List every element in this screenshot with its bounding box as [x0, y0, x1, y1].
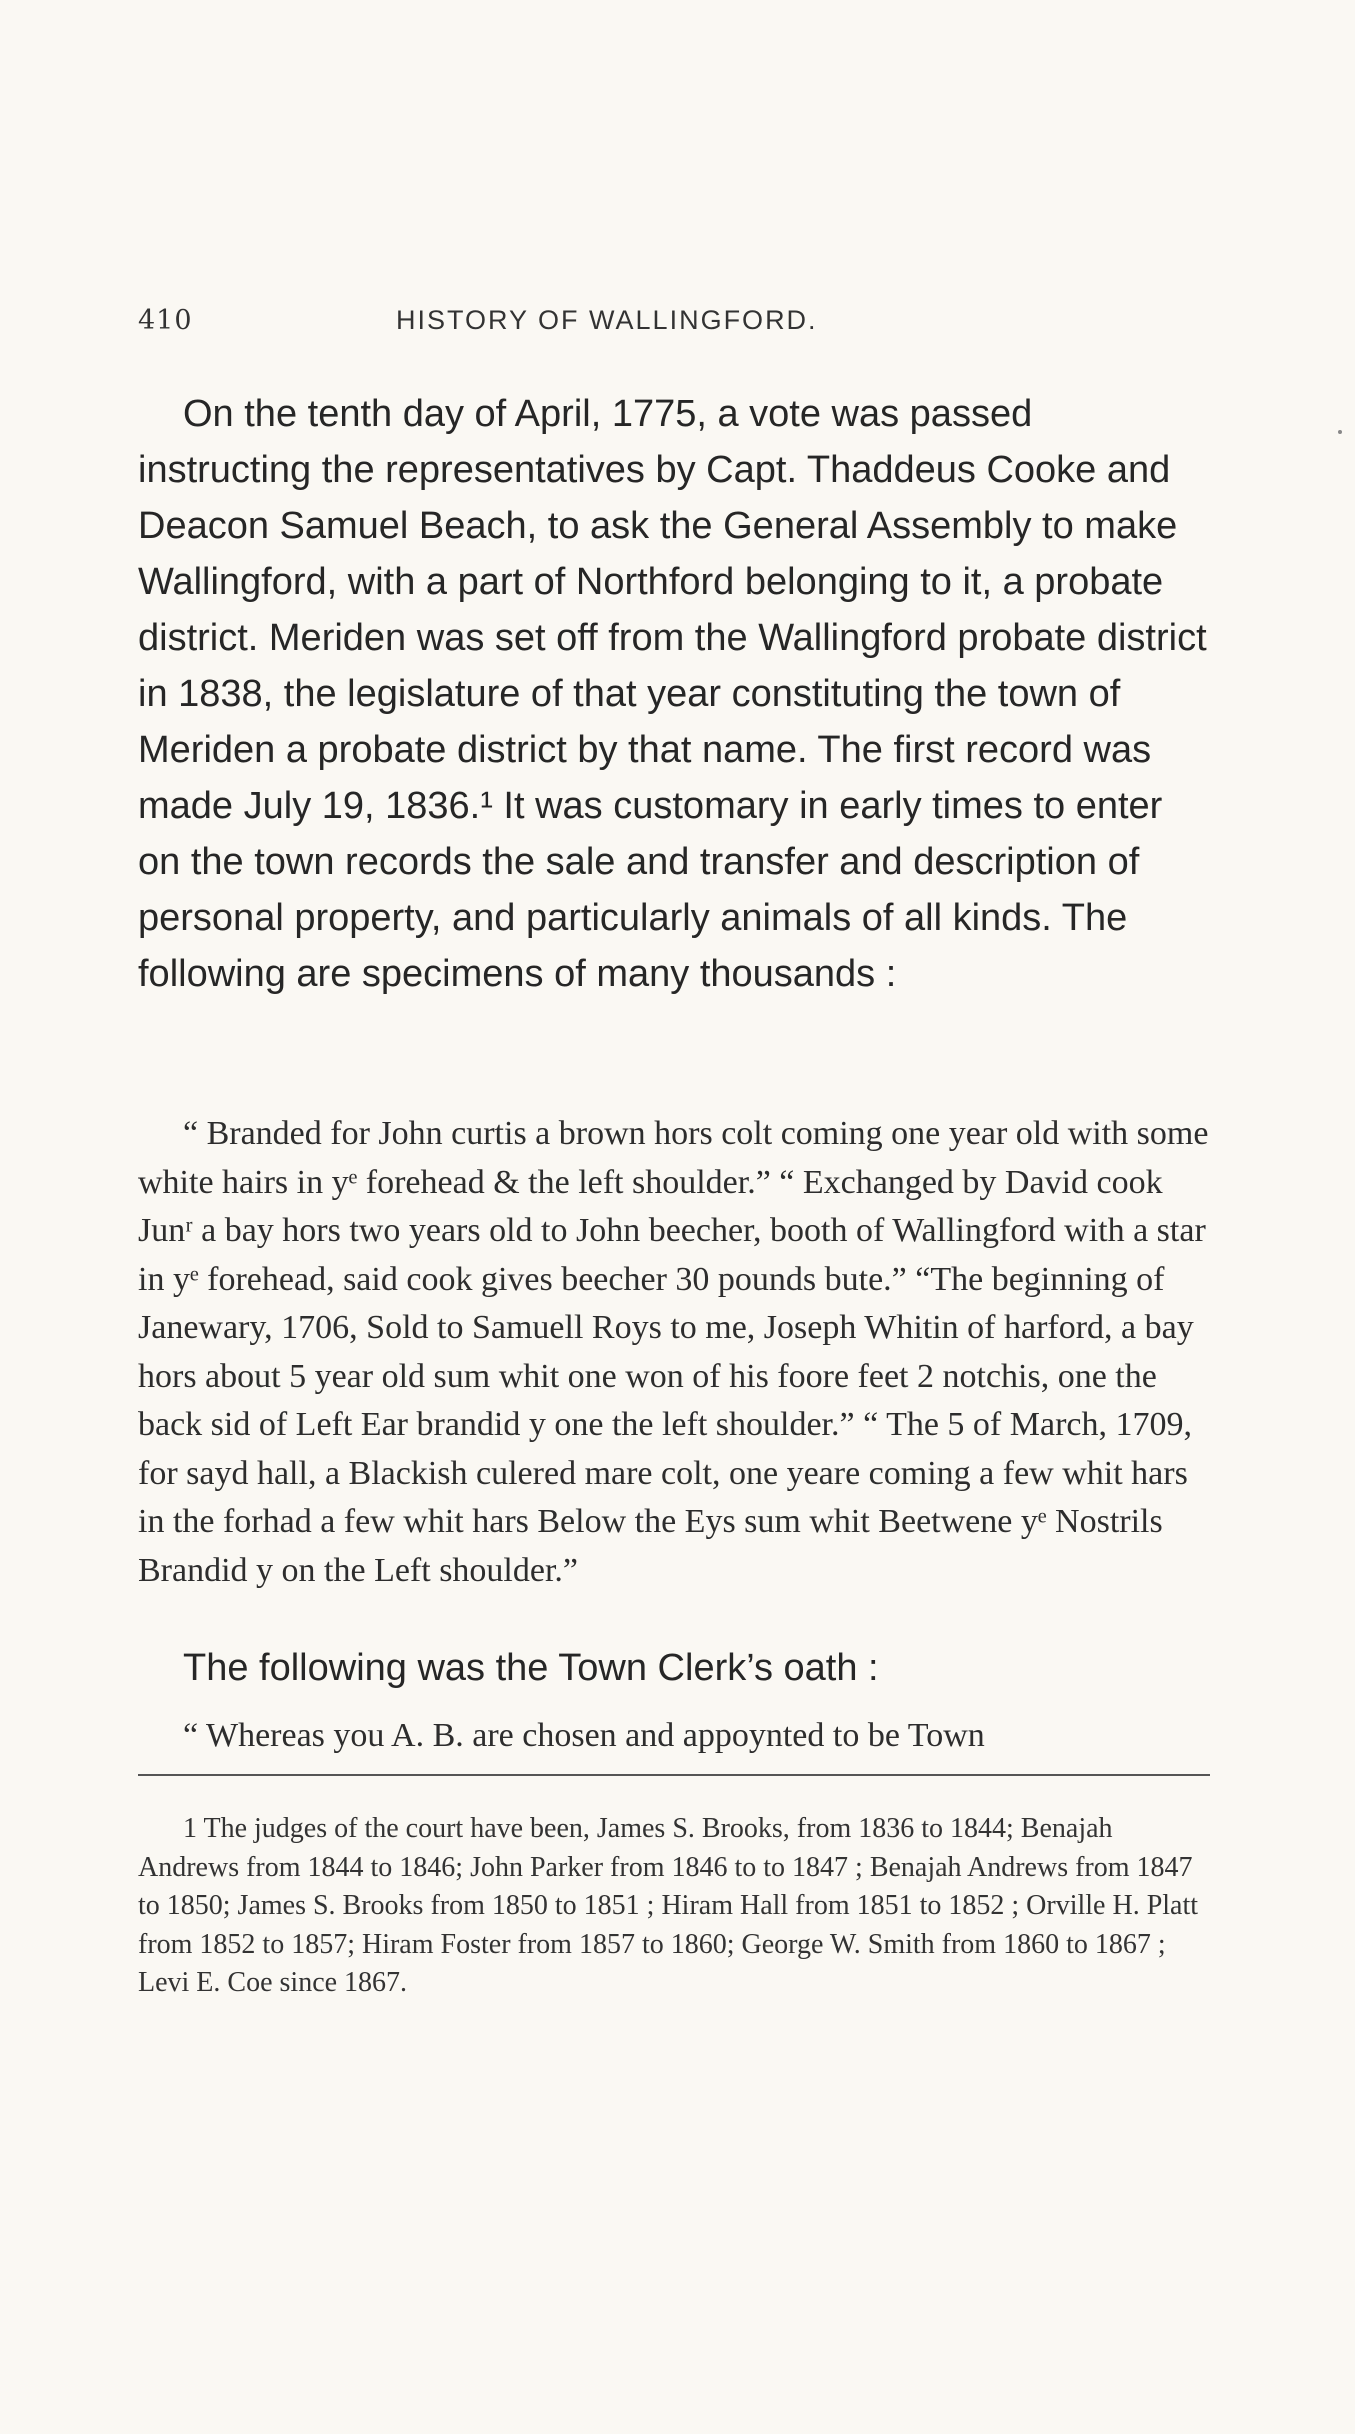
footnote-divider — [138, 1774, 1210, 1776]
quoted-records: “ Branded for John curtis a brown hors colt coming one year old with some white hairs in yᵉ forehead & the left shoulder.” “ Exchanged by David cook Junʳ a bay hors two years old to John beecher, booth of Wallingford with a star in yᵉ forehead, said cook gives beecher 30 pounds bute.” “The beginning of Janewary, 1706, Sold to Samuell Roys to me, Joseph Whitin of harford, a bay hors about 5 year old sum whit one won of his foore feet 2 notchis, one the back sid of Left Ear brandid y one the left shoulder.” “ The 5 of March, 1709, for sayd hall, a Blackish culered mare colt, one yeare coming a few whit hars in the forhad a few whit hars Below the Eys sum whit Beetwene yᵉ Nostrils Brandid y on the Left shoulder.” — [138, 1115, 1209, 1589]
oath-quote-block — [138, 1712, 1210, 1760]
footnote-block — [138, 1810, 1210, 2003]
page-number: 410 — [138, 305, 193, 336]
quoted-records-block — [138, 1110, 1210, 1595]
main-paragraph: On the tenth day of April, 1775, a vote was passed instructing the representatives by Capt. Thaddeus Cooke and Deacon Samuel Beach, to ask the General Assembly to make Wallingford, with a part of Northford belonging to it, a probate district. Meriden was set off from the Wallingford probate district in 1838, the legislature of that year constituting the town of Meriden a probate district by that name. The first record was made July 19, 1836.¹ It was customary in early times to enter on the town records the sale and transfer and description of personal property, and particularly animals of all kinds. The following are specimens of many thousands : — [138, 393, 1207, 995]
running-title: HISTORY OF WALLINGFORD. — [396, 305, 818, 335]
page-speck — [1338, 430, 1342, 434]
oath-quote-start: “ Whereas you A. B. are chosen and appoynted to be Town — [183, 1717, 985, 1754]
oath-intro-block — [138, 1640, 1210, 1696]
footnote-text: 1 The judges of the court have been, James S. Brooks, from 1836 to 1844; Benajah Andrews from 1844 to 1846; John Parker from 1846 to to 1847 ; Benajah Andrews from 1847 to 1850; James S. Brooks from 1850 to 1851 ; Hiram Hall from 1851 to 1852 ; Orville H. Platt from 1852 to 1857; Hiram Foster from 1857 to 1860; George W. Smith from 1860 to 1867 ; Levi E. Coe since 1867. — [138, 1813, 1199, 1998]
main-paragraph-block — [138, 386, 1210, 1002]
oath-intro: The following was the Town Clerk’s oath : — [183, 1647, 879, 1689]
